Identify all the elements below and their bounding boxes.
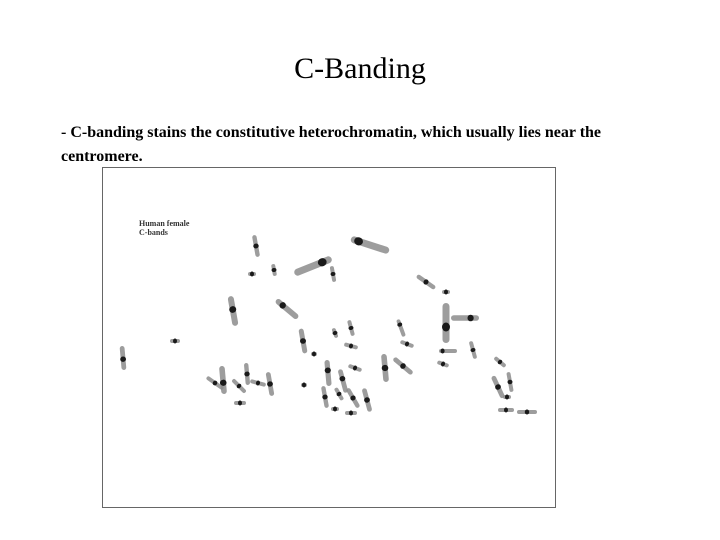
figure-caption: [139, 219, 189, 237]
chromosome-42: [392, 356, 414, 376]
chromosome-25: [218, 366, 227, 394]
chromosome-24: [119, 346, 127, 370]
chromosome-16: [298, 328, 308, 354]
chromosome-28: [320, 386, 329, 409]
chromosome-6: [329, 266, 337, 283]
chromosome-35: [234, 401, 246, 406]
chromosome-33: [243, 363, 250, 385]
chromosome-38: [331, 407, 339, 412]
chromosome-10: [442, 290, 450, 295]
chromosome-18: [311, 352, 317, 357]
chromosome-30: [348, 363, 363, 372]
chromosome-1: [251, 235, 260, 258]
chromosome-40: [361, 388, 373, 413]
karyotype-figure: [102, 167, 556, 508]
chromosome-47: [517, 410, 537, 415]
slide-title: C-Banding: [294, 52, 426, 85]
chromosome-21: [468, 341, 477, 360]
chromosome-19: [400, 339, 415, 348]
chromosome-8: [227, 296, 239, 327]
chromosome-13: [396, 319, 407, 338]
chromosome-45: [498, 408, 514, 413]
chromosome-39: [345, 387, 361, 409]
figure-caption-line2: C-bands: [139, 228, 168, 237]
chromosome-12: [451, 315, 479, 322]
chromosome-11: [442, 303, 450, 343]
slide-body-text: - C-banding stains the constitutive heterochromatin, which usually lies near the centromere.: [61, 124, 602, 165]
chromosome-43: [380, 354, 389, 382]
chromosome-48: [490, 375, 505, 399]
chromosome-14: [347, 320, 356, 337]
chromosome-22: [493, 356, 507, 369]
chromosome-41: [345, 411, 357, 416]
chromosome-34: [250, 379, 267, 388]
chromosome-49: [437, 360, 450, 369]
chromosome-20: [439, 349, 457, 354]
chromosome-29: [301, 383, 307, 388]
chromosome-7: [415, 273, 436, 290]
chromosome-2: [350, 235, 391, 255]
chromosome-44: [506, 372, 514, 393]
chromosome-36: [265, 372, 275, 397]
chromosome-15: [331, 327, 339, 338]
chromosome-17: [344, 342, 359, 350]
chromosome-26: [324, 360, 332, 386]
figure-caption-line1: Human female: [139, 219, 190, 228]
chromosome-32: [231, 378, 247, 394]
chromosome-23: [170, 339, 180, 344]
chromosome-5: [293, 255, 333, 277]
chromosome-3: [248, 272, 256, 277]
chromosome-9: [274, 297, 300, 320]
chromosome-4: [270, 264, 277, 277]
